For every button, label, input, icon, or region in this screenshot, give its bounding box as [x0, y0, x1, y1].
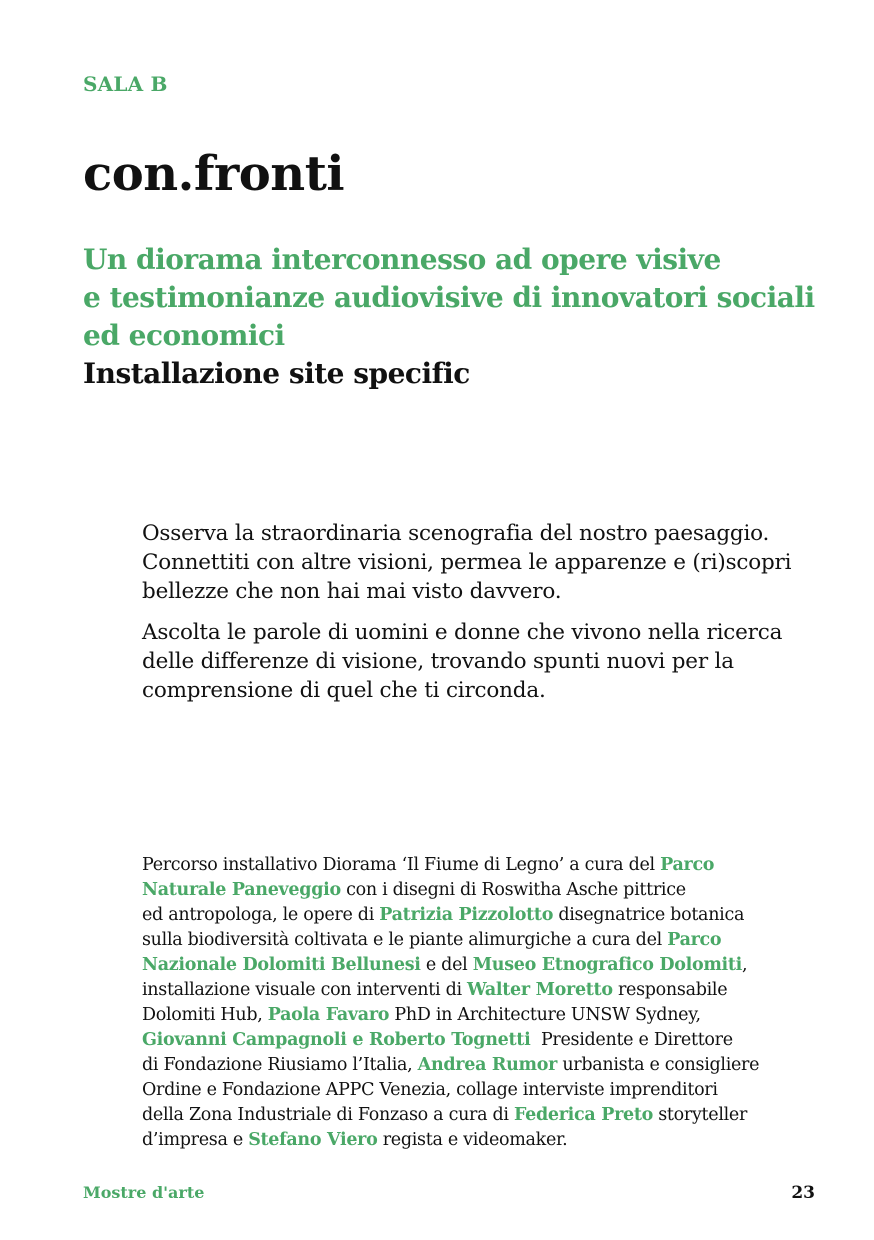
credits-text-19: regista e videomaker. — [377, 1130, 568, 1150]
intro-text — [142, 519, 842, 717]
section-label: SALA B — [83, 72, 168, 96]
credit-name-andrea-rumor: Andrea Rumor — [417, 1055, 558, 1075]
credit-name-parco-b: Parco — [667, 930, 722, 950]
intro-p2-line-2: delle differenze di visione, trovando spunti nuovi per la — [142, 649, 734, 674]
credits-text-12: Presidente e Direttore — [530, 1030, 733, 1050]
intro-p1-line-1: Osserva la straordinaria scenografia del nostro paesaggio. — [142, 521, 770, 546]
page-number: 23 — [791, 1183, 815, 1203]
credit-name-walter-moretto: Walter Moretto — [467, 980, 613, 1000]
intro-paragraph-2 — [142, 618, 842, 705]
credits-text-1: Percorso installativo Diorama ‘Il Fiume di Legno’ a cura del — [142, 855, 661, 875]
credit-name-campagnoli-tognetti: Giovanni Campagnoli e Roberto Tognetti — [142, 1030, 531, 1050]
credits-text-8: installazione visuale con interventi di — [142, 980, 468, 1000]
credits-text-3: ed antropologa, le opere di — [142, 905, 380, 925]
intro-p2-line-3: comprensione di quel che ti circonda. — [142, 678, 546, 703]
intro-paragraph-1 — [142, 519, 842, 606]
credit-name-parco-naturale-paneveggio: Naturale Paneveggio — [142, 880, 341, 900]
credits-text-18: d’impresa e — [142, 1130, 249, 1150]
credits-text-15: Ordine e Fondazione APPC Venezia, collage interviste imprenditori — [142, 1080, 718, 1100]
credits-text-7: , — [742, 955, 748, 975]
intro-p1-line-2: Connettiti con altre visioni, permea le apparenze e (ri)scopri — [142, 550, 792, 575]
credits-text-6: e del — [420, 955, 473, 975]
subtitle — [83, 241, 823, 355]
credit-name-federica-preto: Federica Preto — [513, 1105, 653, 1125]
credit-name-parco-a: Parco — [660, 855, 715, 875]
credit-name-parco-nazionale-dolomiti-bellunesi: Nazionale Dolomiti Bellunesi — [142, 955, 421, 975]
credits-text-10: Dolomiti Hub, — [142, 1005, 268, 1025]
credits-text — [142, 853, 832, 1153]
subtitle-line-3: ed economici — [83, 319, 285, 352]
credit-name-paola-favaro: Paola Favaro — [267, 1005, 390, 1025]
credit-name-stefano-viero: Stefano Viero — [248, 1130, 378, 1150]
credits-text-4: disegnatrice botanica — [553, 905, 745, 925]
credits-text-13: di Fondazione Riusiamo l’Italia, — [142, 1055, 418, 1075]
credit-name-museo-etnografico-dolomiti: Museo Etnografico Dolomiti — [472, 955, 743, 975]
credits-text-9: responsabile — [612, 980, 728, 1000]
intro-p2-line-1: Ascolta le parole di uomini e donne che vivono nella ricerca — [142, 620, 783, 645]
subtitle-line-2: e testimonianze audiovisive di innovatori sociali — [83, 281, 815, 314]
credits-text-16: della Zona Industriale di Fonzaso a cura di — [142, 1105, 514, 1125]
credits-text-5: sulla biodiversità coltivata e le piante alimurgiche a cura del — [142, 930, 668, 950]
credits-text-17: storyteller — [652, 1105, 748, 1125]
subtitle-line-1: Un diorama interconnesso ad opere visive — [83, 243, 721, 276]
credit-name-patrizia-pizzolotto: Patrizia Pizzolotto — [379, 905, 554, 925]
page-title: con.fronti — [83, 146, 345, 202]
credits-text-11: PhD in Architecture UNSW Sydney, — [389, 1005, 701, 1025]
intro-p1-line-3: bellezze che non hai mai visto davvero. — [142, 579, 562, 604]
credits-text-14: urbanista e consigliere — [557, 1055, 760, 1075]
credits-text-2: con i disegni di Roswitha Asche pittrice — [340, 880, 686, 900]
footer-section-name: Mostre d'arte — [83, 1183, 205, 1202]
installation-type: Installazione site specific — [83, 357, 470, 390]
